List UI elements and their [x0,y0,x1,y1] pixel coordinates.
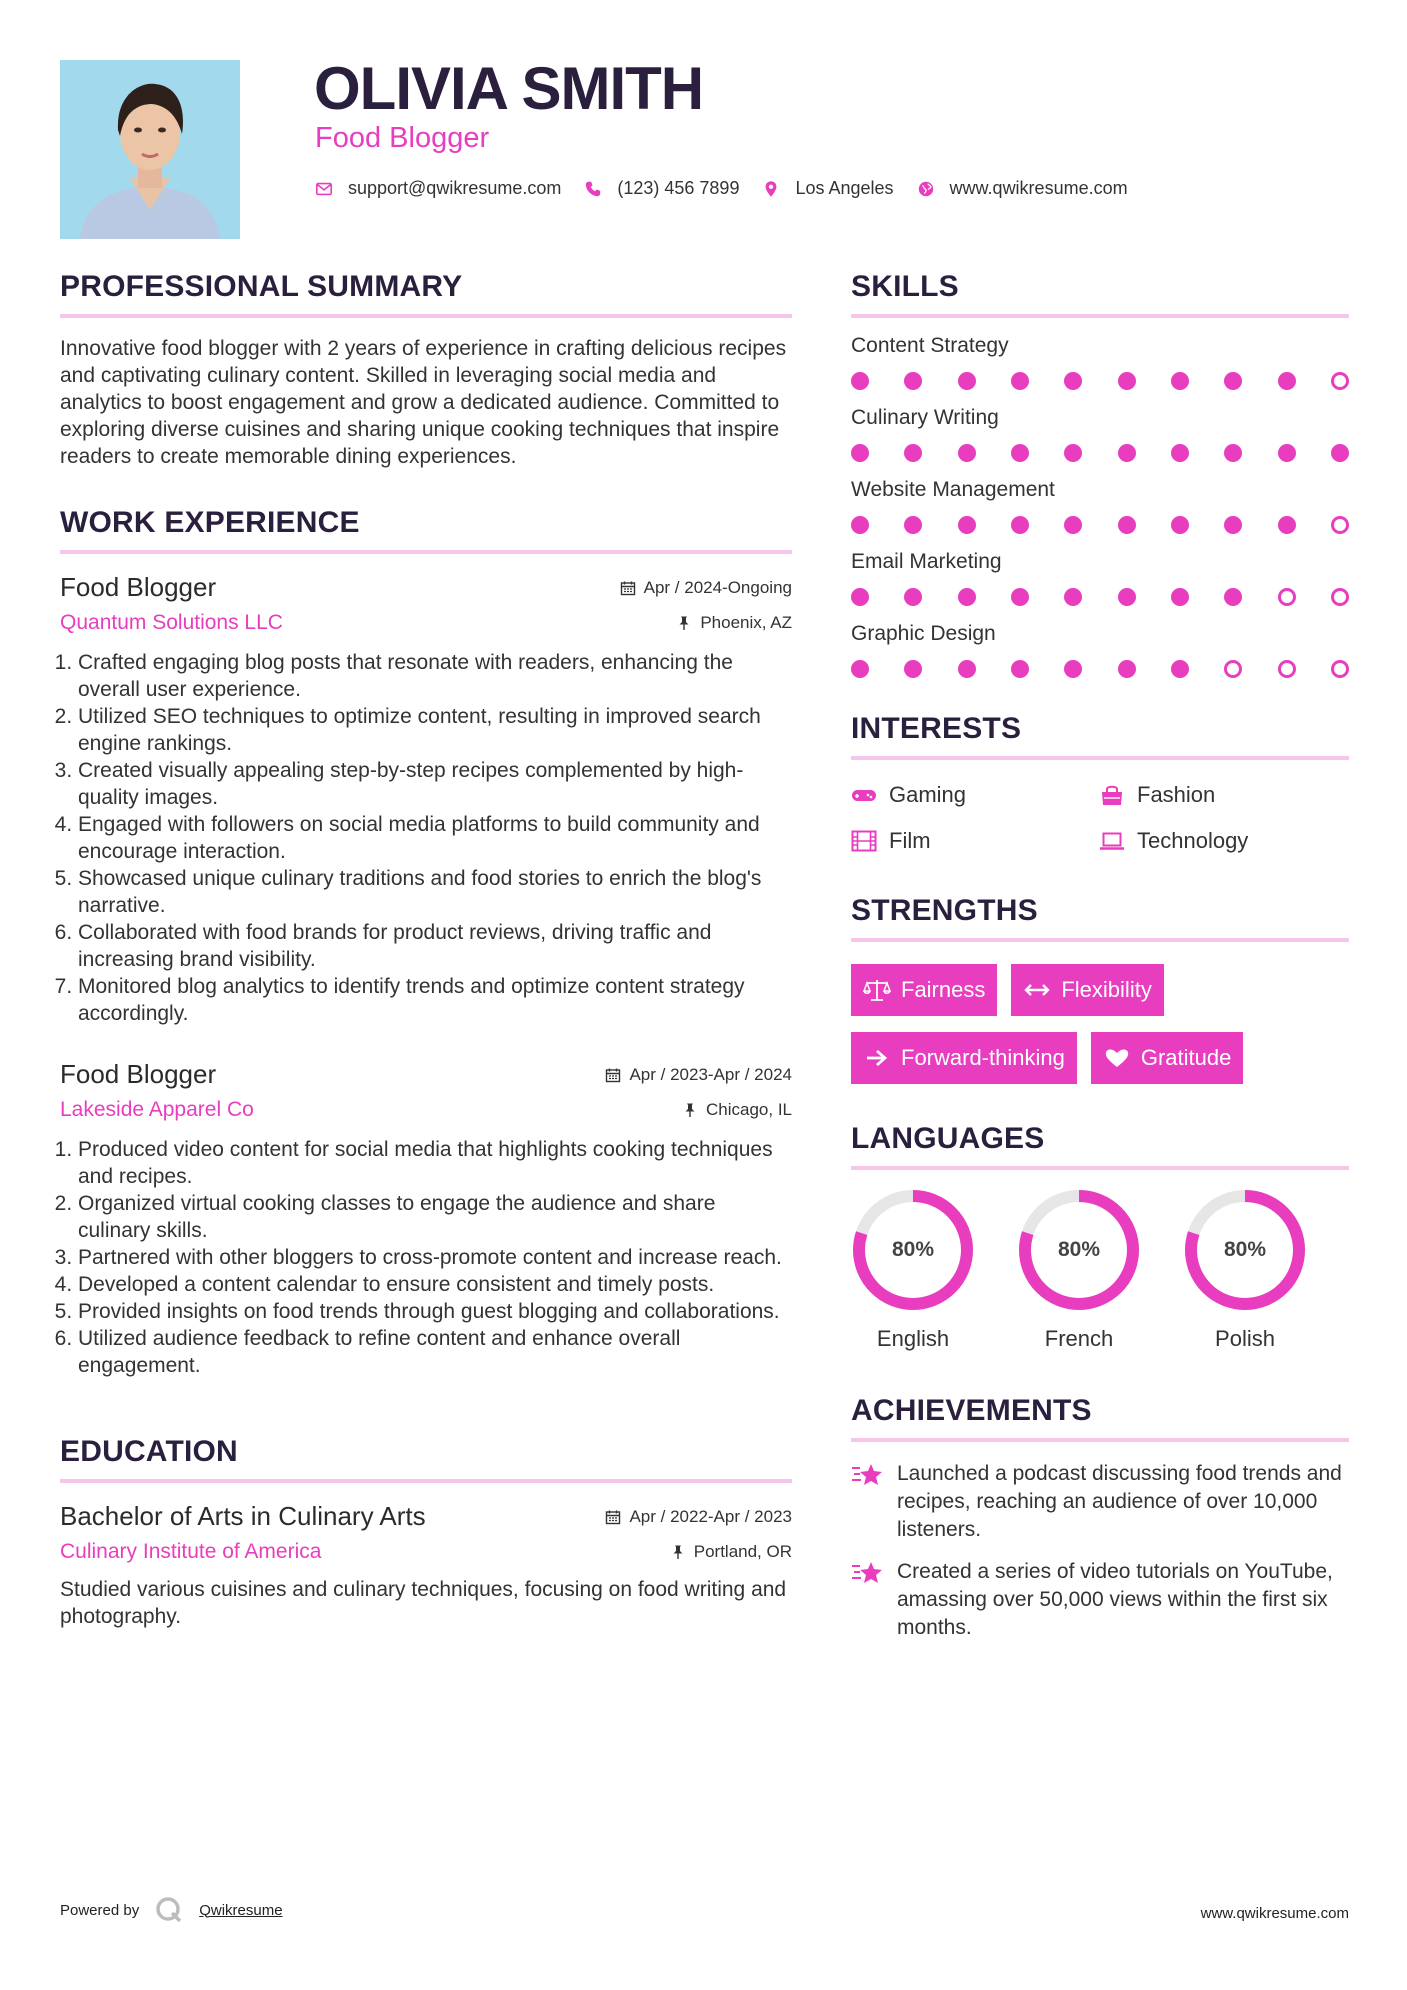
languages-section [851,1122,1349,1352]
rating-dot-filled [904,372,922,390]
arrows-horizontal-icon [1023,978,1051,1002]
list-item: 5. Provided insights on food trends through guest blogging and collaborations. [78,1298,792,1325]
education-location-text: Portland, OR [693,1542,792,1561]
list-item: 1. Crafted engaging blog posts that resonate with readers, enhancing the overall user experience. [78,649,792,703]
section-divider [60,314,792,318]
gamepad-icon [851,784,877,806]
rating-dot-filled [1278,372,1296,390]
language-ring [851,1188,975,1312]
section-divider [851,314,1349,318]
rating-dot-filled [1064,516,1082,534]
film-icon [851,830,877,852]
contact-bar [314,178,1150,199]
rating-dot-filled [851,660,869,678]
rating-dot-filled [1011,372,1029,390]
rating-dot-filled [1171,516,1189,534]
interest-label: Technology [1137,828,1249,853]
skill-item [851,478,1349,534]
map-pin-icon [761,179,781,199]
candidate-title: Food Blogger [315,122,490,154]
job-title: Food Blogger [60,1059,217,1089]
rating-dot-filled [1064,372,1082,390]
contact-location-text: Los Angeles [795,178,894,198]
rating-dot-filled [1171,660,1189,678]
section-divider [60,1479,792,1483]
contact-email[interactable] [314,178,561,199]
candidate-name: OLIVIA SMITH [314,55,704,122]
education-dates-text: Apr / 2022-Apr / 2023 [629,1506,792,1526]
experience-heading: WORK EXPERIENCE [60,506,360,539]
job-bullets [60,649,792,1027]
education-description: Studied various cuisines and culinary techniques, focusing on food writing and photography. [60,1578,787,1628]
school-name: Culinary Institute of America [60,1540,322,1563]
languages-list [851,1188,1349,1352]
list-item: 5. Showcased unique culinary traditions and food stories to enrich the blog's narrative. [78,865,792,919]
language-name: French [1044,1326,1114,1351]
list-item: 3. Partnered with other bloggers to cross-promote content and increase reach. [78,1244,792,1271]
rating-dot-filled [1011,588,1029,606]
rating-dot-filled [904,588,922,606]
rating-dot-empty [1331,516,1349,534]
section-divider [60,550,792,554]
list-item: 2. Organized virtual cooking classes to engage the audience and share culinary skills. [78,1190,792,1244]
footer-url[interactable]: www.qwikresume.com [1200,1905,1349,1922]
balance-scale-icon [863,978,891,1002]
language-item [1183,1188,1307,1352]
interest-label: Film [889,828,931,853]
footer-powered-by [60,1896,283,1924]
rating-dot-filled [1011,444,1029,462]
interest-item [1099,782,1347,808]
skill-item [851,406,1349,462]
rating-dot-empty [1331,660,1349,678]
language-name: Polish [1215,1326,1275,1351]
language-item [851,1188,975,1352]
job-dates [605,1065,792,1085]
powered-by-text: Powered by [60,1901,140,1919]
job-location [676,613,792,633]
summary-text: Innovative food blogger with 2 years of experience in crafting delicious recipes and captivating culinary content. Skilled in leveraging social media and analytics to boost engagement and grow a dedicated audience. Committed to exploring diverse cuisines and sharing unique cooking techniques that inspire readers to create memorable dining experiences. [60,337,787,468]
experience-section [60,506,792,1379]
job-entry [60,1059,792,1379]
job-dates-text: Apr / 2024-Ongoing [643,577,792,597]
degree-title: Bachelor of Arts in Culinary Arts [60,1501,426,1531]
job-company: Lakeside Apparel Co [60,1098,254,1121]
skill-name: Content Strategy [851,334,1009,357]
profile-photo [60,60,240,239]
skills-section [851,270,1349,678]
interests-list [851,782,1349,854]
language-name: English [876,1326,950,1351]
contact-website-text: www.qwikresume.com [949,178,1128,198]
rating-dot-filled [958,660,976,678]
list-item: 2. Utilized SEO techniques to optimize content, resulting in improved search engine rankings. [78,703,792,757]
rating-dot-filled [1011,516,1029,534]
rating-dot-filled [1118,660,1136,678]
strength-label: Forward-thinking [901,1045,1065,1070]
pushpin-icon [676,615,692,631]
rating-dot-filled [1224,588,1242,606]
rating-dot-filled [904,516,922,534]
strength-badge [1091,1032,1244,1084]
strengths-list [851,964,1349,1100]
rating-dot-filled [904,660,922,678]
rating-dot-empty [1278,660,1296,678]
rating-dot-filled [1064,660,1082,678]
skill-rating [851,660,1349,678]
skill-item [851,622,1349,678]
rating-dot-filled [958,516,976,534]
qwikresume-logo-icon [155,1896,183,1924]
job-title: Food Blogger [60,572,217,602]
rating-dot-filled [1171,588,1189,606]
education-dates [605,1507,792,1527]
rating-dot-filled [851,588,869,606]
rating-dot-filled [1118,516,1136,534]
interest-item [851,782,1099,808]
job-location-text: Chicago, IL [706,1100,792,1119]
globe-icon [916,179,936,199]
rating-dot-filled [1064,444,1082,462]
calendar-icon [605,1509,621,1525]
list-item: 1. Produced video content for social media that highlights cooking techniques and recipes. [78,1136,792,1190]
contact-phone[interactable] [583,178,739,199]
job-company: Quantum Solutions LLC [60,611,283,634]
list-item: 7. Monitored blog analytics to identify trends and optimize content strategy accordingly. [78,973,792,1027]
rating-dot-empty [1278,588,1296,606]
envelope-icon [314,179,334,199]
strengths-heading: STRENGTHS [851,894,1038,927]
job-location-text: Phoenix, AZ [700,613,792,632]
rating-dot-filled [1171,444,1189,462]
language-ring [1183,1188,1307,1312]
language-percent: 80% [891,1238,935,1261]
strength-badge [851,1032,1077,1084]
skill-name: Website Management [851,478,1055,501]
job-entry [60,572,792,1027]
skill-name: Graphic Design [851,622,996,645]
rating-dot-filled [1224,444,1242,462]
job-location [682,1100,792,1120]
list-item: 3. Created visually appealing step-by-step recipes complemented by high-quality images. [78,757,792,811]
list-item: 4. Engaged with followers on social media platforms to build community and encourage interaction. [78,811,792,865]
education-location [670,1542,792,1562]
summary-section [60,270,792,470]
language-percent: 80% [1223,1238,1267,1261]
skill-item [851,550,1349,606]
rating-dot-filled [1118,372,1136,390]
rating-dot-empty [1331,588,1349,606]
strength-label: Gratitude [1140,1045,1232,1070]
achievement-item [851,1558,1349,1642]
skills-list [851,334,1349,678]
list-item: 4. Developed a content calendar to ensure consistent and timely posts. [78,1271,792,1298]
achievement-text: Launched a podcast discussing food trends and recipes, reaching an audience of over 10,000 listeners. [897,1462,1342,1541]
skill-name: Email Marketing [851,550,1002,573]
strength-label: Fairness [901,977,986,1002]
skill-rating [851,516,1349,534]
rating-dot-filled [958,444,976,462]
interest-label: Fashion [1137,782,1216,807]
contact-website[interactable] [916,178,1128,199]
contact-location [761,178,893,199]
shooting-star-icon [851,1558,885,1588]
rating-dot-filled [1278,444,1296,462]
section-divider [851,938,1349,942]
contact-phone-text: (123) 456 7899 [617,178,740,198]
left-column [60,270,792,1630]
rating-dot-filled [1064,588,1082,606]
interest-item [851,828,1099,854]
strength-badge [851,964,997,1016]
education-section [60,1435,792,1630]
rating-dot-filled [1224,516,1242,534]
rating-dot-filled [851,444,869,462]
shooting-star-icon [851,1460,885,1490]
section-divider [851,1438,1349,1442]
rating-dot-filled [1171,372,1189,390]
interest-label: Gaming [889,782,967,807]
language-item [1017,1188,1141,1352]
section-divider [851,756,1349,760]
pushpin-icon [670,1544,686,1560]
rating-dot-empty [1224,660,1242,678]
strengths-section [851,894,1349,1100]
section-divider [851,1166,1349,1170]
summary-heading: PROFESSIONAL SUMMARY [60,270,463,303]
calendar-icon [605,1067,621,1083]
shopping-bag-icon [1099,784,1125,806]
list-item: 6. Collaborated with food brands for product reviews, driving traffic and increasing brand visibility. [78,919,792,973]
rating-dot-filled [904,444,922,462]
rating-dot-filled [958,372,976,390]
achievements-section [851,1394,1349,1642]
language-percent: 80% [1057,1238,1101,1261]
rating-dot-filled [1118,444,1136,462]
strength-label: Flexibility [1061,977,1152,1002]
education-heading: EDUCATION [60,1435,238,1468]
job-bullets [60,1136,792,1379]
education-entry [60,1501,792,1630]
interests-section [851,712,1349,854]
brand-link[interactable]: Qwikresume [199,1901,283,1919]
job-dates-text: Apr / 2023-Apr / 2024 [629,1064,792,1084]
rating-dot-filled [851,516,869,534]
achievement-item [851,1460,1349,1544]
contact-email-text: support@qwikresume.com [348,178,562,198]
list-item: 6. Utilized audience feedback to refine content and enhance overall engagement. [78,1325,792,1379]
heart-icon [1103,1046,1131,1070]
job-dates [620,578,792,598]
rating-dot-filled [1331,444,1349,462]
calendar-icon [620,580,636,596]
interests-heading: INTERESTS [851,712,1022,745]
phone-icon [583,179,603,199]
arrow-right-icon [863,1046,891,1070]
skill-item [851,334,1349,390]
rating-dot-filled [1278,516,1296,534]
skills-heading: SKILLS [851,270,959,303]
language-ring [1017,1188,1141,1312]
rating-dot-empty [1331,372,1349,390]
laptop-icon [1099,830,1125,852]
pushpin-icon [682,1102,698,1118]
skill-rating [851,372,1349,390]
achievement-text: Created a series of video tutorials on YouTube, amassing over 50,000 views within the first six months. [897,1560,1333,1639]
right-column [851,270,1349,1642]
rating-dot-filled [1224,372,1242,390]
languages-heading: LANGUAGES [851,1122,1045,1155]
rating-dot-filled [958,588,976,606]
interest-item [1099,828,1347,854]
skill-name: Culinary Writing [851,406,999,429]
rating-dot-filled [1011,660,1029,678]
rating-dot-filled [851,372,869,390]
skill-rating [851,588,1349,606]
achievements-heading: ACHIEVEMENTS [851,1394,1092,1427]
rating-dot-filled [1118,588,1136,606]
strength-badge [1011,964,1163,1016]
skill-rating [851,444,1349,462]
